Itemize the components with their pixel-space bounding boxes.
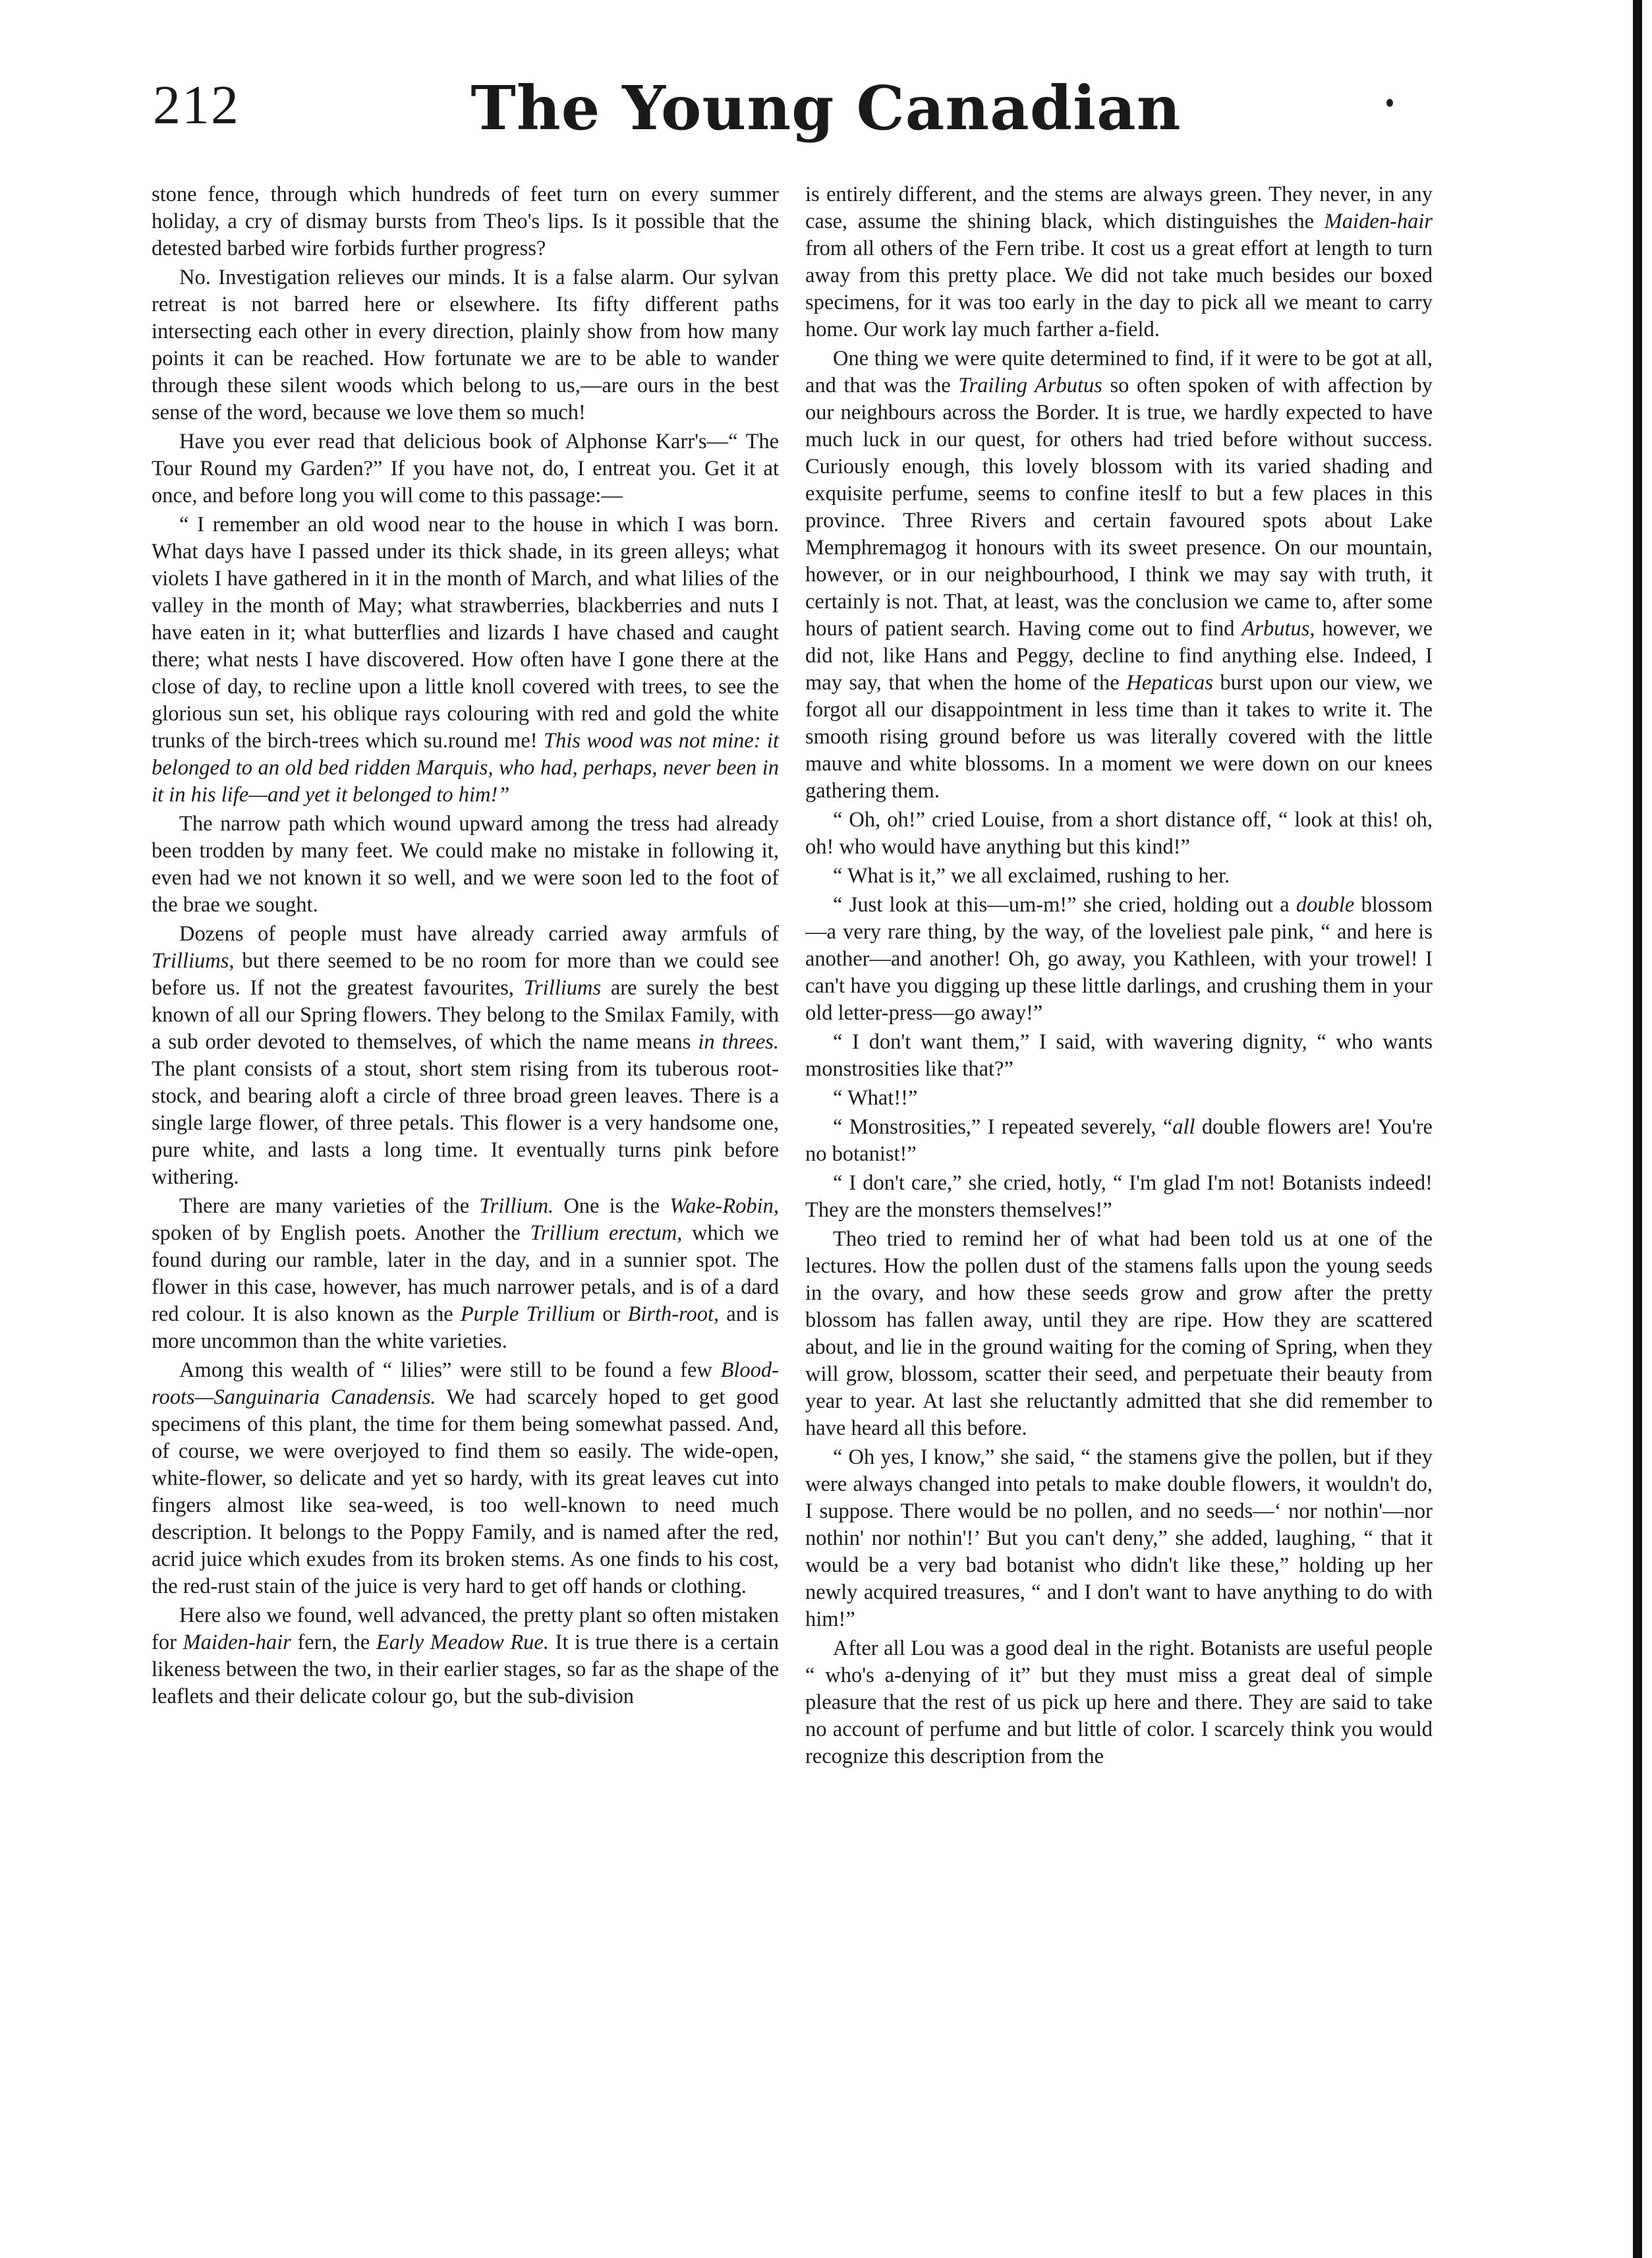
text-run: The narrow path which wound upward among the tress had already been trodden by many feet. We could make no mistake in following it, even had we not known it so well, and we were soon led to the foot of the brae we sought. <box>152 812 779 917</box>
paragraph <box>152 1602 779 1710</box>
page-number: 212 <box>153 74 240 136</box>
paragraph <box>152 511 779 809</box>
text-run: Have you ever read that delicious book of Alphonse Karr's—“ The Tour Round my Garden?” If you have not, do, I entreat you. Get it at once, and before long you will come to this passage:— <box>152 430 779 507</box>
paragraph <box>805 1029 1433 1083</box>
text-run: stone fence, through which hundreds of feet turn on every summer holiday, a cry of dismay bursts from Theo's lips. Is it possible that the detested barbed wire forbids further progress? <box>152 183 779 260</box>
right-column <box>805 181 1433 1772</box>
text-run: “ Monstrosities,” I repeated severely, “ <box>833 1115 1173 1139</box>
italic-text: Maiden-hair <box>1324 210 1433 233</box>
italic-text: Trailing Arbutus <box>958 374 1102 397</box>
paragraph <box>805 863 1433 890</box>
text-run: burst upon our view, we forgot all our disappointment in less time than it takes to write it. The smooth rising ground before us was literally covered with the little mauve and white blossoms. In a moment we were down on our knees gathering them. <box>805 671 1433 803</box>
text-run: We had scarcely hoped to get good specimens of this plant, the time for them being somewhat passed. And, of course, we were overjoyed to find them so easily. The wide-open, white-flower, so delicate and yet so hardy, with its great leaves cut into fingers almost like sea-weed, is too well-known to need much description. It belongs to the Poppy Family, and is named after the red, acrid juice which exudes from its broken stems. As one finds to his cost, the red-rust stain of the juice is very hard to get off hands or clothing. <box>152 1385 779 1598</box>
paragraph <box>152 921 779 1191</box>
italic-text: Trilliums <box>152 949 229 973</box>
text-run: The plant consists of a stout, short stem rising from its tuberous root-stock, and bearing aloft a circle of three broad green leaves. There is a single large flower, of three petals. This flower is a very handsome one, pure white, and lasts a long time. It eventually turns pink before withering. <box>152 1057 779 1189</box>
italic-text: double <box>1296 893 1355 917</box>
italic-text: Purple Trillium <box>460 1302 596 1326</box>
text-run: blossom —a very rare thing, by the way, of the loveliest pale pink, “ and here is another—and another! Oh, go away, you Kathleen, with your trowel! I can't have you digging up these little darlings, and crushing them in your old letter-press—go away!” <box>805 893 1433 1025</box>
paragraph <box>152 1193 779 1355</box>
italic-text: Hepaticas <box>1126 671 1214 695</box>
text-run: There are many varieties of the <box>179 1194 480 1218</box>
paragraph <box>152 264 779 426</box>
text-run: Among this wealth of “ lilies” were still to be found a few <box>179 1358 721 1382</box>
italic-text: Trilliums <box>523 976 602 1000</box>
paragraph <box>805 181 1433 343</box>
text-run: “ What is it,” we all exclaimed, rushing to her. <box>833 864 1230 888</box>
text-run: , which we found during our ramble, later in the day, and in a sunnier spot. The flower in this case, however, has much narrower petals, and is of a dard red colour. It is also known as the <box>152 1221 779 1326</box>
text-run: is entirely different, and the stems are always green. They never, in any case, assume the shining black, which distinguishes the <box>805 183 1433 233</box>
text-run: , and is more uncommon than the white varieties. <box>152 1302 779 1353</box>
italic-text: Maiden-hair <box>183 1631 291 1654</box>
italic-text: This wood was not mine: it belonged to an old bed ridden Marquis, who had, perhaps, never been in it in his life—and yet it belonged to him!” <box>152 729 779 807</box>
text-run: One is the <box>554 1194 670 1218</box>
italic-text: in threes. <box>698 1030 779 1054</box>
text-run: Here also we found, well advanced, the pretty plant so often mistaken for <box>152 1604 779 1654</box>
paragraph <box>805 1444 1433 1633</box>
text-run: are surely the best known of all our Spring flowers. They belong to the Smilax Family, with a sub order devoted to themselves, of which the name means <box>152 976 779 1054</box>
italic-text: Trillium erectum <box>530 1221 677 1245</box>
text-run: One thing we were quite determined to find, if it were to be got at all, and that was the <box>805 347 1433 397</box>
left-column <box>152 181 779 1712</box>
page-title: The Young Canadian <box>470 72 1182 144</box>
text-run: , however, we did not, like Hans and Peggy, decline to find anything else. Indeed, I may say, that when the home of the <box>805 617 1433 695</box>
text-run: double flowers are! You're no botanist!” <box>805 1115 1433 1166</box>
paragraph <box>805 1635 1433 1770</box>
italic-text: Blood-roots—Sanguinaria Canadensis. <box>152 1358 779 1409</box>
paragraph <box>152 811 779 919</box>
page-edge-bar <box>1633 0 1642 2258</box>
text-run: “ I don't care,” she cried, hotly, “ I'm glad I'm not! Botanists indeed! They are the monsters themselves!” <box>805 1171 1433 1222</box>
italic-text: Birth-root <box>627 1302 714 1326</box>
paragraph <box>805 1085 1433 1112</box>
text-run: “ What!!” <box>833 1086 918 1110</box>
text-run: No. Investigation relieves our minds. It is a false alarm. Our sylvan retreat is not barred here or elsewhere. Its fifty different paths intersecting each other in every direction, plainly show from how many points it can be reached. How fortunate we are to be able to wander through these silent woods which belong to us,—are ours in the best sense of the word, because we love them so much! <box>152 266 779 424</box>
text-run: , but there seemed to be no room for more than we could see before us. If not the greatest favourites, <box>152 949 779 1000</box>
text-run: “ I don't want them,” I said, with wavering dignity, “ who wants monstrosities like that?” <box>805 1030 1433 1081</box>
paragraph <box>805 892 1433 1027</box>
text-run: “ Oh yes, I know,” she said, “ the stamens give the pollen, but if they were always changed into petals to make double flowers, it wouldn't do, I suppose. There would be no pollen, and no seeds—‘ nor nothin'—nor nothin' nor nothin'!’ But you can't deny,” she added, laughing, “ that it would be a very bad botanist who didn't like these,” holding up her newly acquired treasures, “ and I don't want to have anything to do with him!” <box>805 1445 1433 1631</box>
text-run: fern, the <box>291 1631 376 1654</box>
paragraph <box>805 807 1433 861</box>
text-run: so often spoken of with affection by our neighbours across the Border. It is true, we hardly expected to have much luck in our quest, for others had tried before without success. Curiously enough, this lovely blossom with its varied shading and exquisite perfume, seems to confine iteslf to but a few places in this province. Three Rivers and certain favoured spots about Lake Memphremagog it honours with its sweet presence. On our mountain, however, or in our neighbourhood, I think we may say with truth, it certainly is not. That, at least, was the conclusion we came to, after some hours of patient search. Having come out to find <box>805 374 1433 641</box>
italic-text: all <box>1172 1115 1195 1139</box>
text-run: It is true there is a certain likeness between the two, in their earlier stages, so far as the shape of the leaflets and their delicate colour go, but the sub-division <box>152 1631 779 1708</box>
text-run: After all Lou was a good deal in the right. Botanists are useful people “ who's a-denying of it” but they must miss a great deal of simple pleasure that the rest of us pick up here and there. They are said to take no account of perfume and but little of color. I scarcely think you would recognize this description from the <box>805 1636 1433 1768</box>
text-run: , spoken of by English poets. Another the <box>152 1194 780 1245</box>
italic-text: Trillium. <box>479 1194 554 1218</box>
text-run: from all others of the Fern tribe. It cost us a great effort at length to turn away from this pretty place. We did not take much besides our boxed specimens, for it was too early in the day to pick all we meant to carry home. Our work lay much farther a-field. <box>805 237 1433 341</box>
text-run: or <box>595 1302 628 1326</box>
text-run: Dozens of people must have already carried away armfuls of <box>179 922 779 946</box>
italic-text: Wake-Robin <box>669 1194 774 1218</box>
paragraph <box>805 345 1433 805</box>
text-run: “ Oh, oh!” cried Louise, from a short distance off, “ look at this! oh, oh! who would have anything but this kind!” <box>805 808 1433 859</box>
paragraph <box>805 1170 1433 1224</box>
paragraph <box>152 428 779 509</box>
text-run: “ Just look at this—um-m!” she cried, holding out a <box>833 893 1296 917</box>
italic-text: Arbutus <box>1241 617 1310 641</box>
paragraph <box>152 1357 779 1600</box>
ink-dot <box>1386 99 1393 107</box>
text-run: “ I remember an old wood near to the house in which I was born. What days have I passed under its thick shade, in its green alleys; what violets I have gathered in it in the month of March, and what lilies of the valley in the month of May; what strawberries, blackberries and nuts I have eaten in it; what butterflies and lizards I have chased and caught there; what nests I have discovered. How often have I gone there at the close of day, to recline upon a little knoll covered with trees, to see the glorious sun set, his oblique rays colouring with red and gold the white trunks of the birch-trees which su.round me! <box>152 513 779 753</box>
paragraph <box>805 1226 1433 1442</box>
text-run: Theo tried to remind her of what had been told us at one of the lectures. How the pollen dust of the stamens falls upon the young seeds in the ovary, and how these seeds grow and grow after the pretty blossom has fallen away, until they are ripe. How they are scattered about, and lie in the ground waiting for the coming of Spring, when they will grow, blossom, scatter their seed, and perpetuate their beauty from year to year. At last she reluctantly admitted that she did remember to have heard all this before. <box>805 1227 1433 1440</box>
paragraph <box>152 181 779 262</box>
paragraph <box>805 1114 1433 1168</box>
italic-text: Early Meadow Rue. <box>376 1631 549 1654</box>
